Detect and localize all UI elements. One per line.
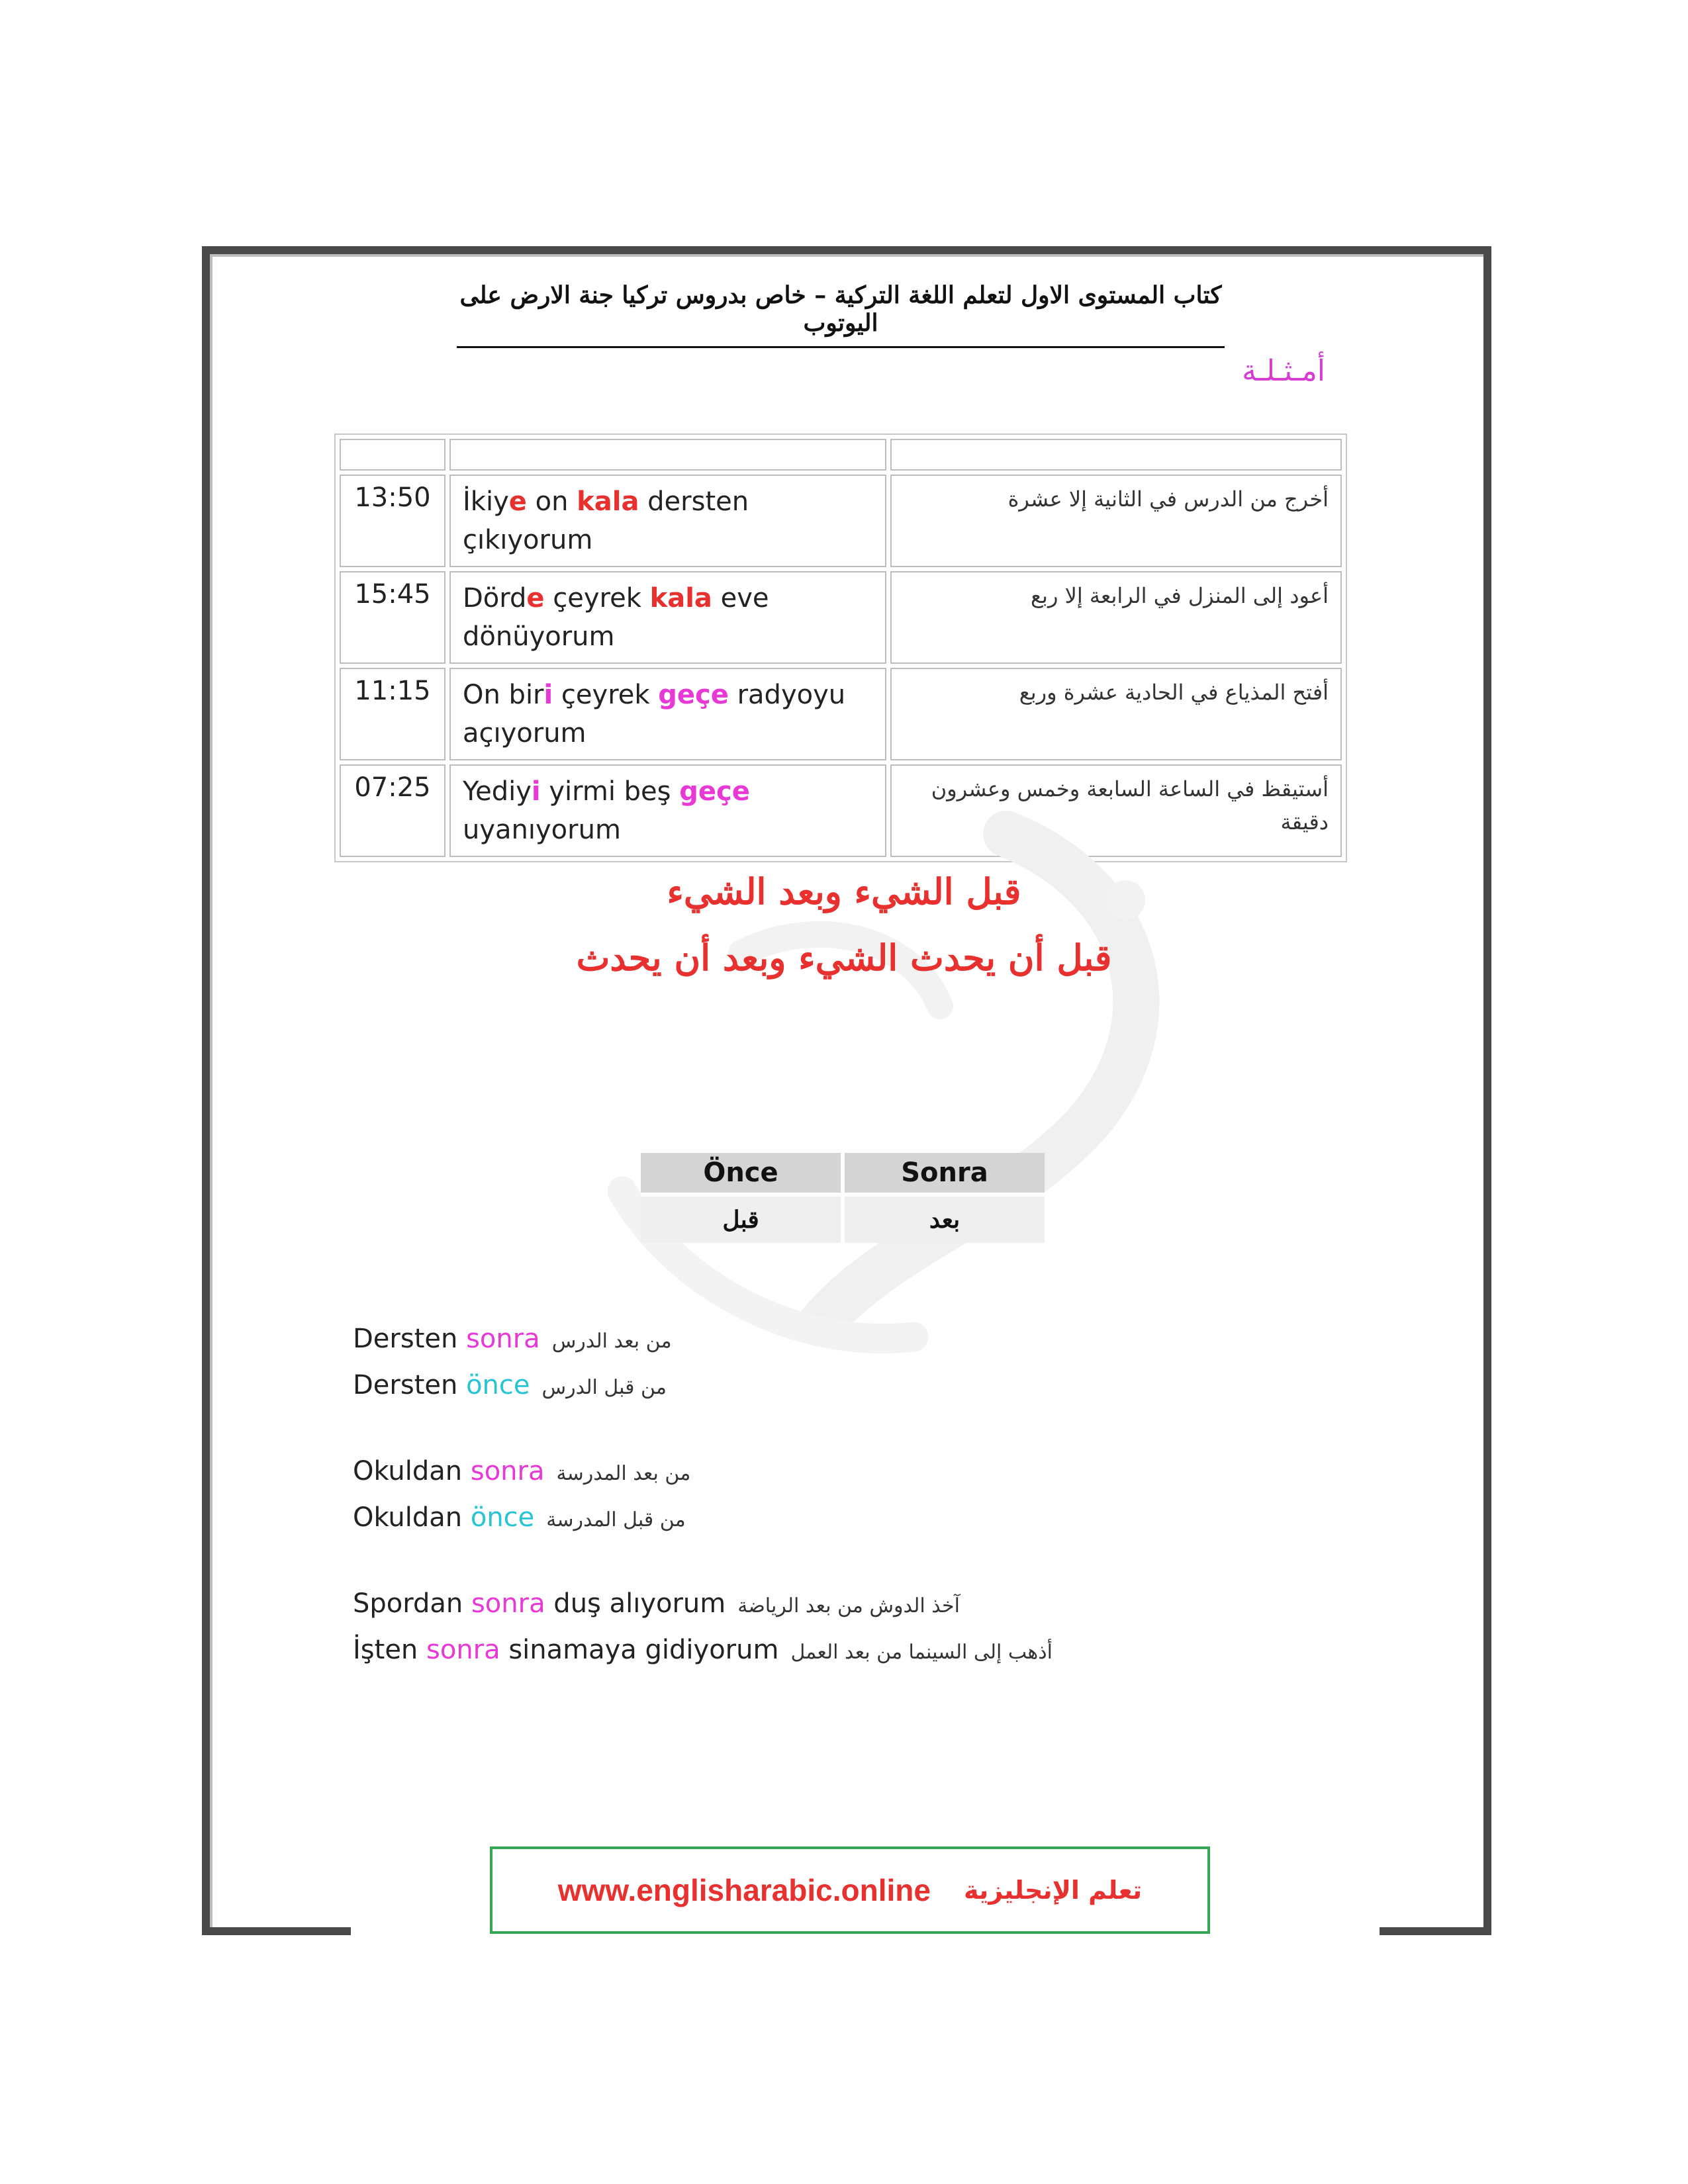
example-keyword: önce — [466, 1370, 530, 1400]
sentence-text: On bir — [463, 680, 544, 710]
time-row — [340, 764, 1342, 857]
sentence-text: uyanıyorum — [463, 815, 621, 845]
example-arabic: من بعد الدرس — [551, 1330, 672, 1353]
example-keyword: sonra — [426, 1635, 500, 1665]
example-arabic: آخذ الدوش من بعد الرياضة — [737, 1594, 960, 1617]
sentence-text: çeyrek — [544, 583, 650, 614]
turkish-sentence-cell — [449, 571, 886, 664]
time-cell: 13:50 — [340, 475, 445, 567]
highlighted-word: geçe — [658, 680, 729, 710]
examples-title: أمـثـلـة — [1242, 354, 1325, 388]
turkish-sentence-cell — [449, 668, 886, 760]
example-turkish: Okuldan — [353, 1502, 471, 1533]
example-line — [353, 1502, 686, 1533]
time-examples-table — [334, 433, 1347, 862]
arabic-translation-cell: أخرج من الدرس في الثانية إلا عشرة — [890, 475, 1342, 567]
time-cell: 15:45 — [340, 571, 445, 664]
example-keyword: sonra — [466, 1324, 540, 1354]
arabic-translation-cell: أعود إلى المنزل في الرابعة إلا ربع — [890, 571, 1342, 664]
highlighted-word: geçe — [679, 776, 750, 807]
example-line — [353, 1456, 690, 1486]
example-line — [353, 1635, 1053, 1665]
sentence-text: çeyrek — [553, 680, 659, 710]
headline-before-after-happens: قبل أن يحدث الشيء وبعد أن يحدث — [576, 936, 1112, 979]
example-arabic: من قبل الدرس — [541, 1376, 667, 1399]
sentence-text: radyoyu açıyorum — [463, 680, 846, 749]
footer-link-box[interactable] — [490, 1846, 1210, 1934]
time-cell: 07:25 — [340, 764, 445, 857]
example-line — [353, 1588, 960, 1619]
example-turkish: duş alıyorum — [545, 1588, 726, 1619]
example-keyword: sonra — [470, 1456, 545, 1486]
highlighted-word: kala — [577, 486, 639, 517]
frame-bottom-left — [202, 1927, 351, 1935]
example-turkish: sinamaya gidiyorum — [500, 1635, 779, 1665]
turkish-sentence-cell — [449, 764, 886, 857]
example-arabic: من قبل المدرسة — [546, 1508, 686, 1531]
footer-arabic-label: تعلم الإنجليزية — [963, 1876, 1143, 1905]
example-line — [353, 1370, 667, 1400]
sonra-meaning: بعد — [845, 1193, 1045, 1243]
sentence-text: on — [526, 486, 577, 517]
frame-bottom-right — [1380, 1927, 1483, 1935]
time-row — [340, 571, 1342, 664]
footer-url[interactable]: www.englisharabic.online — [557, 1873, 931, 1907]
once-header: Önce — [641, 1153, 841, 1193]
example-keyword: sonra — [471, 1588, 545, 1619]
arabic-translation-cell: أفتح المذياع في الحادية عشرة وربع — [890, 668, 1342, 760]
table-header-row — [340, 439, 1342, 471]
example-turkish: Okuldan — [353, 1456, 471, 1486]
sonra-header: Sonra — [845, 1153, 1045, 1193]
highlighted-word: kala — [649, 583, 712, 614]
book-header-title: كتاب المستوى الاول لتعلم اللغة التركية – خاص بدروس تركيا جنة الارض على اليوتوب — [457, 281, 1225, 348]
time-cell: 11:15 — [340, 668, 445, 760]
time-row — [340, 668, 1342, 760]
once-sonra-table — [637, 1153, 1049, 1243]
highlighted-word: i — [543, 680, 553, 710]
sentence-text: eve dönüyorum — [463, 583, 769, 652]
example-keyword: önce — [470, 1502, 535, 1533]
empty-header-cell — [340, 439, 445, 471]
highlighted-word: i — [531, 776, 541, 807]
example-arabic: أذهب إلى السينما من بعد العمل — [790, 1641, 1053, 1664]
empty-header-cell — [890, 439, 1342, 471]
sentence-text: Dörd — [463, 583, 527, 614]
time-row — [340, 475, 1342, 567]
sentence-text: Yediy — [463, 776, 532, 807]
sentence-text: dersten çıkıyorum — [463, 486, 749, 555]
highlighted-word: e — [508, 486, 527, 517]
arabic-translation-cell: أستيقظ في الساعة السابعة وخمس وعشرون دقيقة — [890, 764, 1342, 857]
example-turkish: Spordan — [353, 1588, 471, 1619]
example-turkish: Dersten — [353, 1324, 467, 1354]
sentence-text: İkiy — [463, 486, 509, 517]
sentence-text: yirmi beş — [540, 776, 680, 807]
once-meaning: قبل — [641, 1193, 841, 1243]
example-turkish: İşten — [353, 1635, 426, 1665]
highlighted-word: e — [526, 583, 545, 614]
turkish-sentence-cell — [449, 475, 886, 567]
headline-before-after: قبل الشيء وبعد الشيء — [667, 870, 1021, 913]
example-arabic: من بعد المدرسة — [556, 1462, 691, 1485]
empty-header-cell — [449, 439, 886, 471]
example-turkish: Dersten — [353, 1370, 467, 1400]
example-line — [353, 1324, 672, 1354]
